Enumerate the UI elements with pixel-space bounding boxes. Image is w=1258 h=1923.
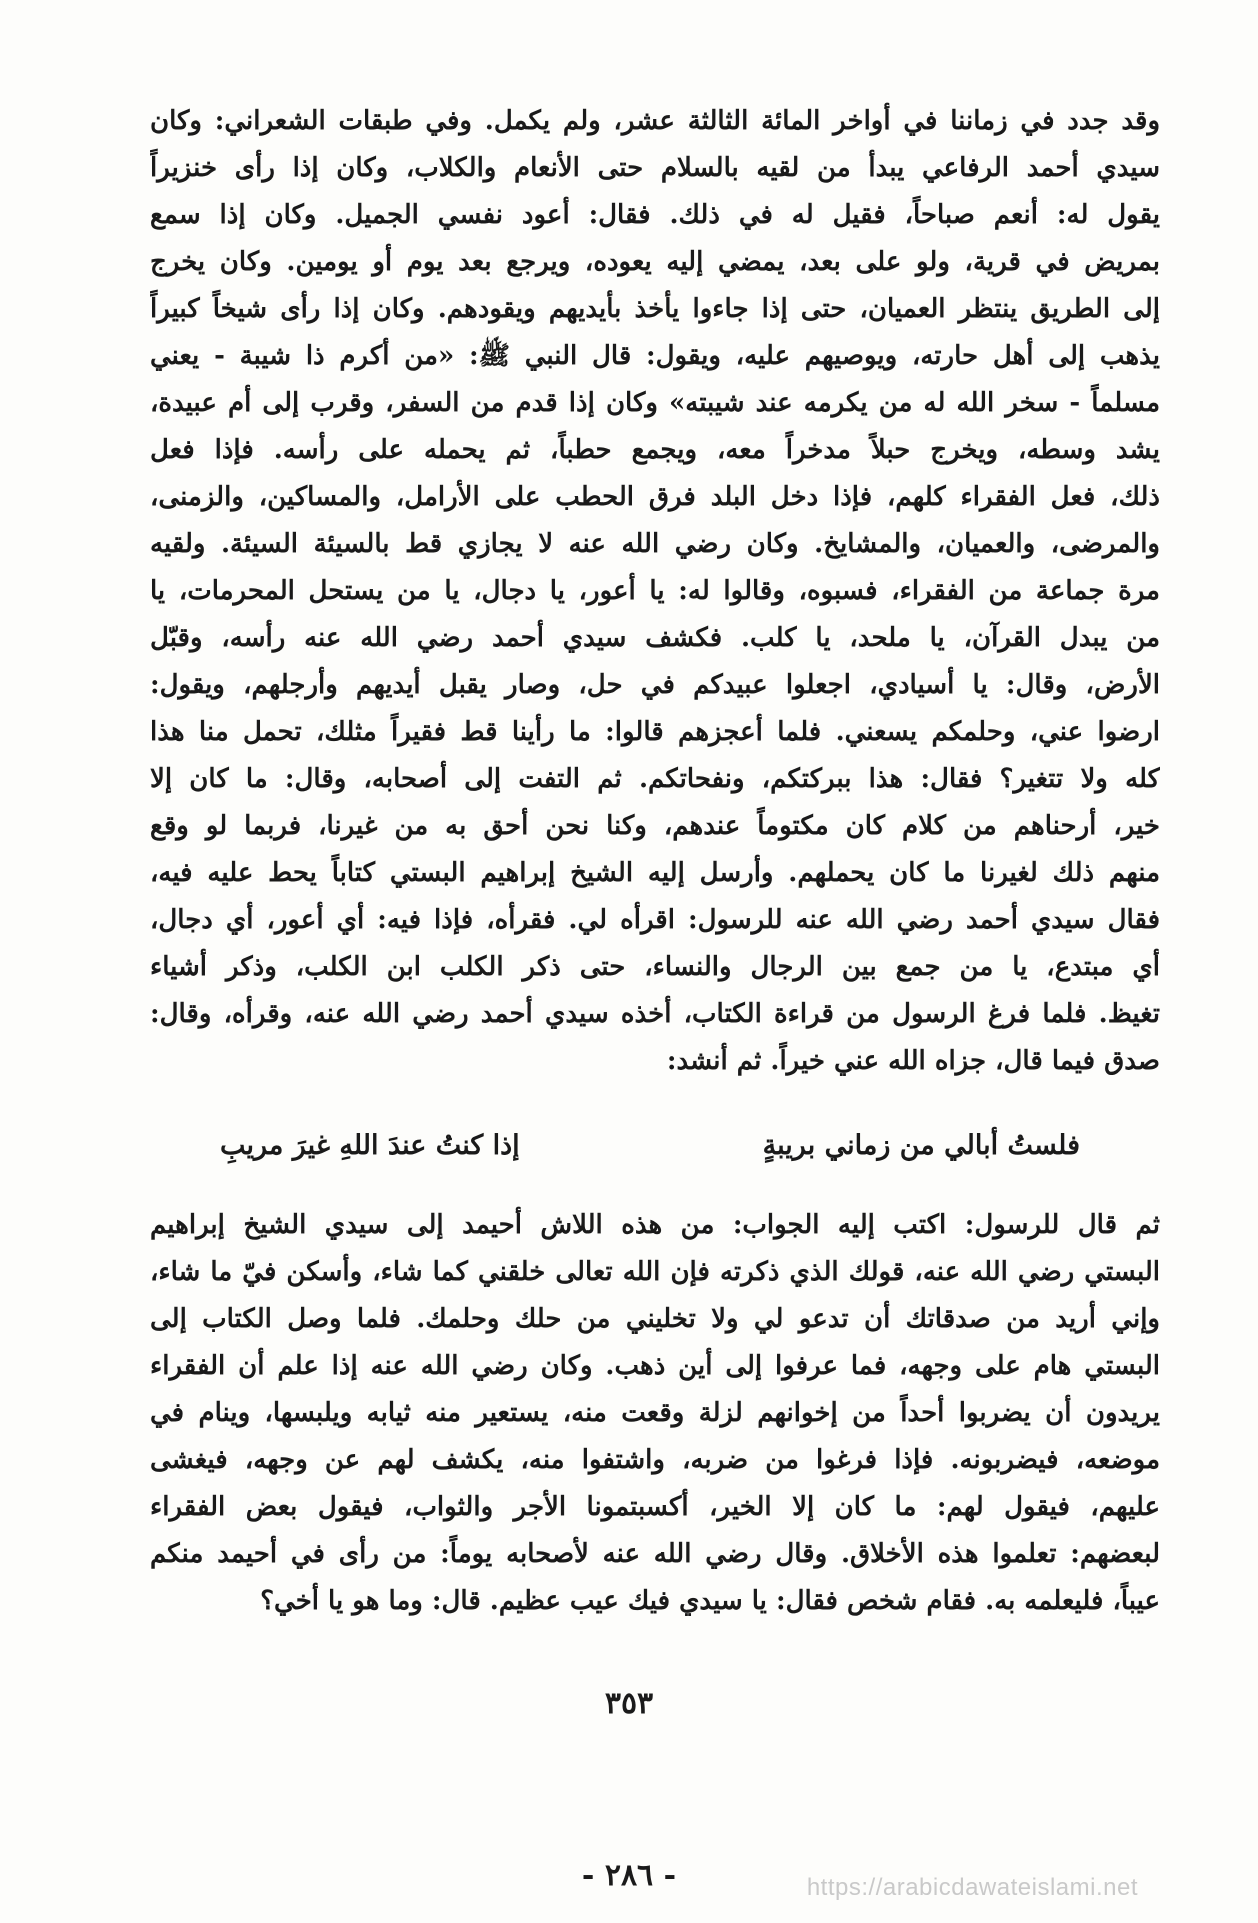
text-line: بمريض في قرية، ولو على بعد، يمضي إليه يعوده، ويرجع بعد يوم أو يومين. وكان يخرج (150, 247, 1160, 277)
text-line: صدق فيما قال، جزاه الله عني خيراً. ثم أنشد: (666, 1046, 1160, 1076)
text-line: يريدون أن يضربوا أحداً من إخوانهم لزلة وقعت منه، يستعير منه ثيابه ويلبسها، وينام في (150, 1398, 1160, 1428)
text-line: مرة جماعة من الفقراء، فسبوه، وقالوا له: يا أعور، يا دجال، يا من يستحل المحرمات، يا (150, 576, 1160, 606)
text-line: فقال سيدي أحمد رضي الله عنه للرسول: اقرأه لي. فقرأه، فإذا فيه: أي أعور، أي دجال، (150, 905, 1160, 935)
text-line: البستي رضي الله عنه، قولك الذي ذكرته فإن الله تعالى خلقني كما شاء، وأسكن فيّ ما شاء، (150, 1257, 1160, 1287)
text-line: وإني أريد من صدقاتك أن تدعو لي ولا تخليني من حلك وحلمك. فلما وصل الكتاب إلى (150, 1304, 1160, 1334)
page-number-footer: - ٢٨٦ - (581, 1858, 677, 1893)
text-line: ذلك، فعل الفقراء كلهم، فإذا دخل البلد فرق الحطب على الأرامل، والمساكين، والزمنى، (150, 482, 1160, 512)
poetry-verse (200, 1130, 1100, 1180)
text-line: يذهب إلى أهل حارته، ويوصيهم عليه، ويقول: قال النبي ﷺ: «من أكرم ذا شيبة - يعني (150, 341, 1160, 371)
text-line: البستي هام على وجهه، فما عرفوا إلى أين ذهب. وكان رضي الله عنه إذا علم أن الفقراء (150, 1351, 1160, 1381)
page-number-printed: ٣٥٣ (604, 1686, 654, 1721)
text-line: يشد وسطه، ويخرج حبلاً مدخراً معه، ويجمع حطباً، ثم يحمله على رأسه. فإذا فعل (150, 435, 1160, 465)
text-line: يقول له: أنعم صباحاً، فقيل له في ذلك. فقال: أعود نفسي الجميل. وكان إذا سمع (150, 200, 1160, 230)
text-line: من يبدل القرآن، يا ملحد، يا كلب. فكشف سيدي أحمد رضي الله عنه رأسه، وقبّل (150, 623, 1160, 653)
text-line: سيدي أحمد الرفاعي يبدأ من لقيه بالسلام حتى الأنعام والكلاب، وكان إذا رأى خنزيراً (150, 153, 1160, 183)
text-line: والمرضى، والعميان، والمشايخ. وكان رضي الله عنه لا يجازي قط بالسيئة السيئة. ولقيه (150, 529, 1160, 559)
paragraph-2 (150, 1202, 1160, 1625)
verse-first-hemistich: فلستُ أبالي من زماني بريبةٍ (762, 1130, 1080, 1161)
text-line: لبعضهم: تعلموا هذه الأخلاق. وقال رضي الله عنه لأصحابه يوماً: من رأى في أحيمد منكم (150, 1539, 1160, 1569)
text-line: عيباً، فليعلمه به. فقام شخص فقال: يا سيدي فيك عيب عظيم. قال: وما هو يا أخي؟ (260, 1586, 1160, 1616)
text-line: تغيظ. فلما فرغ الرسول من قراءة الكتاب، أخذه سيدي أحمد رضي الله عنه، وقرأه، وقال: (150, 999, 1160, 1029)
paragraph-1 (150, 98, 1160, 1085)
text-line: ارضوا عني، وحلمكم يسعني. فلما أعجزهم قالوا: ما رأينا قط فقيراً مثلك، تحمل منا هذا (150, 717, 1160, 747)
text-line: الأرض، وقال: يا أسيادي، اجعلوا عبيدكم في حل، وصار يقبل أيديهم وأرجلهم، ويقول: (150, 670, 1160, 700)
text-line: مسلماً - سخر الله له من يكرمه عند شيبته» وكان إذا قدم من السفر، وقرب إلى أم عبيدة، (150, 388, 1160, 418)
text-line: أي مبتدع، يا من جمع بين الرجال والنساء، حتى ذكر الكلب ابن الكلب، وذكر أشياء (150, 952, 1160, 982)
source-watermark: https://arabicdawateislami.net (806, 1874, 1138, 1901)
text-line: موضعه، فيضربونه. فإذا فرغوا من ضربه، واشتفوا منه، يكشف لهم عن وجهه، فيغشى (150, 1445, 1160, 1475)
text-line: كله ولا تتغير؟ فقال: هذا ببركتكم، ونفحاتكم. ثم التفت إلى أصحابه، وقال: ما كان إلا (150, 764, 1160, 794)
text-line: عليهم، فيقول لهم: ما كان إلا الخير، أكسبتمونا الأجر والثواب، فيقول بعض الفقراء (150, 1492, 1160, 1522)
text-line: منهم ذلك لغيرنا ما كان يحملهم. وأرسل إليه الشيخ إبراهيم البستي كتاباً يحط عليه فيه، (150, 858, 1160, 888)
verse-second-hemistich: إذا كنتُ عندَ اللهِ غيرَ مريبِ (220, 1130, 520, 1161)
text-line: ثم قال للرسول: اكتب إليه الجواب: من هذه اللاش أحيمد إلى سيدي الشيخ إبراهيم (150, 1210, 1160, 1240)
text-line: إلى الطريق ينتظر العميان، حتى إذا جاءوا يأخذ بأيديهم ويقودهم. وكان إذا رأى شيخاً كبيراً (150, 294, 1160, 324)
text-line: وقد جدد في زماننا في أواخر المائة الثالثة عشر، ولم يكمل. وفي طبقات الشعراني: وكان (150, 106, 1160, 136)
text-line: خير، أرحناهم من كلام كان مكتوماً عندهم، وكنا نحن أحق به من غيرنا، فربما لو وقع (150, 811, 1160, 841)
